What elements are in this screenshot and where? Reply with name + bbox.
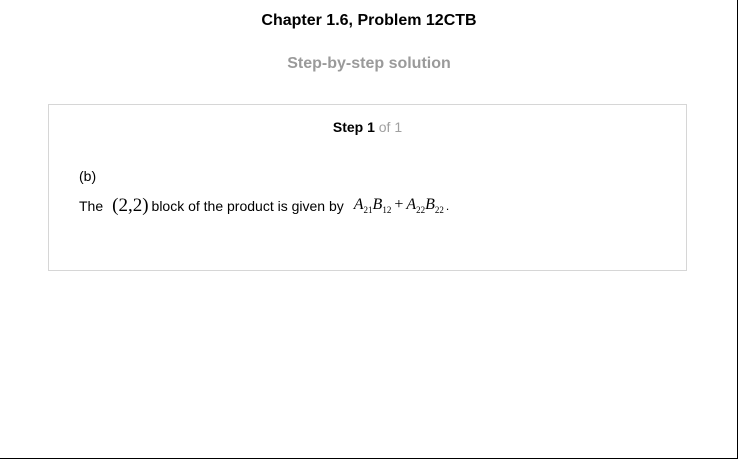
sentence-middle: block of the product is given by <box>151 198 344 214</box>
formula-term: B <box>425 196 435 214</box>
formula-subscript: 22 <box>434 205 444 216</box>
step-count: of 1 <box>378 119 403 135</box>
sentence-start: The <box>79 198 104 214</box>
formula-term: A <box>353 196 364 214</box>
solution-subtitle: Step-by-step solution <box>287 55 451 72</box>
formula-subscript: 22 <box>416 205 426 216</box>
formula-subscript: 12 <box>382 205 392 216</box>
step-label: Step 1 <box>332 119 375 135</box>
step-card <box>48 104 687 271</box>
solution-sentence <box>79 195 449 217</box>
formula-plus: + <box>394 196 404 214</box>
formula-subscript: 21 <box>363 205 373 216</box>
block-index-math: (2,2) <box>112 195 149 216</box>
sentence-end: . <box>445 199 450 213</box>
chapter-title: Chapter 1.6, Problem 12CTB <box>261 12 477 29</box>
product-formula <box>354 196 444 215</box>
part-label: (b) <box>79 168 97 184</box>
formula-term: B <box>372 196 383 214</box>
formula-term: A <box>406 196 417 214</box>
step-header <box>49 119 686 135</box>
